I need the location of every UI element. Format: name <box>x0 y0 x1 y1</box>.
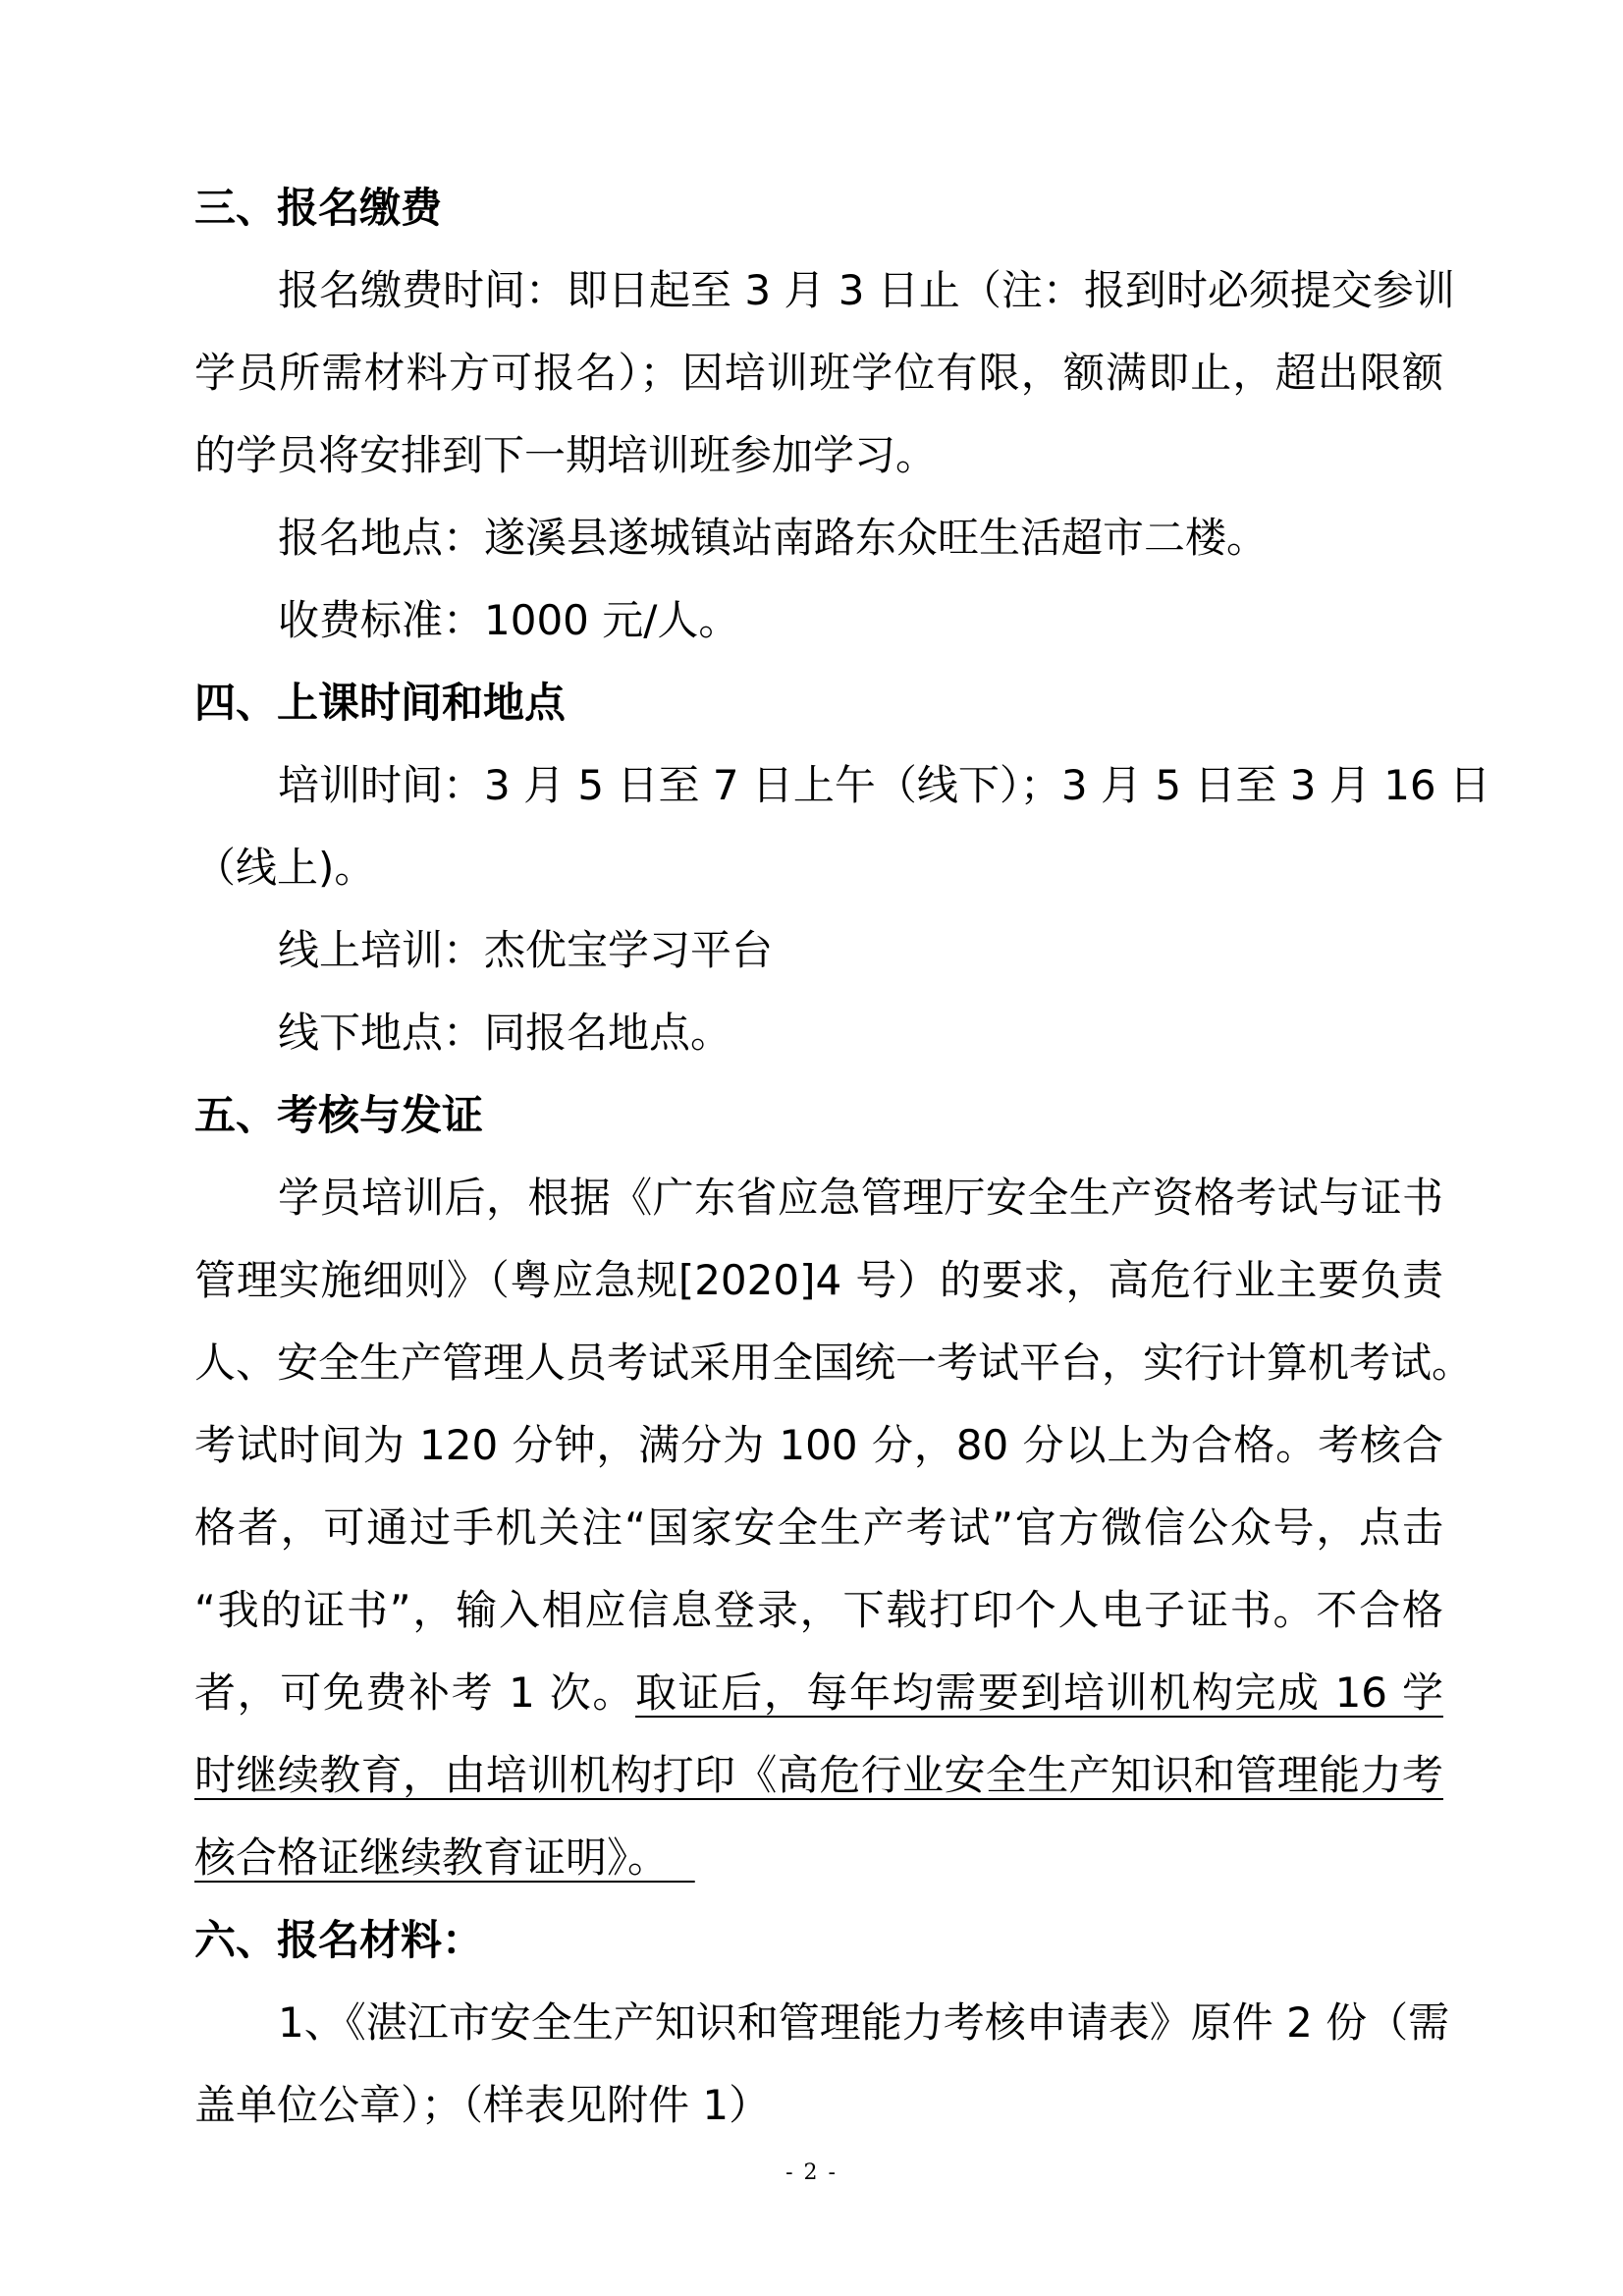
section-heading-class-time-location: 四、上课时间和地点 <box>194 679 567 727</box>
paragraph-line-mixed <box>194 1652 1443 1734</box>
paragraph-line: 报名地点：遂溪县遂城镇站南路东众旺生活超市二楼。 <box>278 514 1269 562</box>
underlined-text-segment: 核合格证继续教育证明》。 <box>194 1833 670 1882</box>
section-heading-registration-fee: 三、报名缴费 <box>194 184 443 232</box>
page-number: - 2 - <box>785 2160 838 2185</box>
paragraph-line: 报名缴费时间：即日起至 3 月 3 日止（注：报到时必须提交参训 <box>278 266 1455 314</box>
underline-trailing-space <box>669 1833 695 1882</box>
underlined-text-segment: 时继续教育，由培训机构打印《高危行业安全生产知识和管理能力考 <box>194 1751 1443 1799</box>
paragraph-line: 人、安全生产管理人员考试采用全国统一考试平台，实行计算机考试。 <box>194 1339 1474 1387</box>
paragraph-line: 盖单位公章）；（样表见附件 1） <box>194 2081 771 2129</box>
underlined-text-segment: 取证后，每年均需要到培训机构完成 16 学 <box>635 1668 1443 1717</box>
paragraph-line: 1、《湛江市安全生产知识和管理能力考核申请表》原件 2 份（需 <box>278 1998 1450 2047</box>
paragraph-line: 培训时间：3 月 5 日至 7 日上午（线下）；3 月 5 日至 3 月 16 日 <box>278 761 1490 809</box>
paragraph-line: 学员所需材料方可报名）；因培训班学位有限，额满即止，超出限额 <box>194 349 1443 397</box>
paragraph-line: 线上培训：杰优宝学习平台 <box>278 926 774 974</box>
paragraph-line: 格者，可通过手机关注“国家安全生产考试”官方微信公众号，点击 <box>194 1503 1443 1552</box>
paragraph-line: 考试时间为 120 分钟，满分为 100 分，80 分以上为合格。考核合 <box>194 1421 1443 1469</box>
section-heading-registration-materials: 六、报名材料： <box>194 1916 484 1964</box>
paragraph-line: 线下地点：同报名地点。 <box>278 1009 732 1057</box>
paragraph-line-underlined <box>194 1734 1443 1817</box>
document-body <box>194 167 1490 2147</box>
paragraph-line-underlined <box>194 1817 1443 1899</box>
section-heading-assessment-certificate: 五、考核与发证 <box>194 1091 484 1139</box>
paragraph-line: “我的证书”，输入相应信息登录，下载打印个人电子证书。不合格 <box>194 1586 1443 1634</box>
paragraph-line: 学员培训后，根据《广东省应急管理厅安全生产资格考试与证书 <box>278 1174 1443 1222</box>
paragraph-line: 的学员将安排到下一期培训班参加学习。 <box>194 431 938 479</box>
paragraph-line: 管理实施细则》（粤应急规[2020]4 号）的要求，高危行业主要负责 <box>194 1256 1443 1304</box>
paragraph-line: 收费标准：1000 元/人。 <box>278 596 740 644</box>
plain-text-segment: 者，可免费补考 1 次。 <box>194 1668 636 1717</box>
paragraph-line: （线上)。 <box>194 844 376 892</box>
